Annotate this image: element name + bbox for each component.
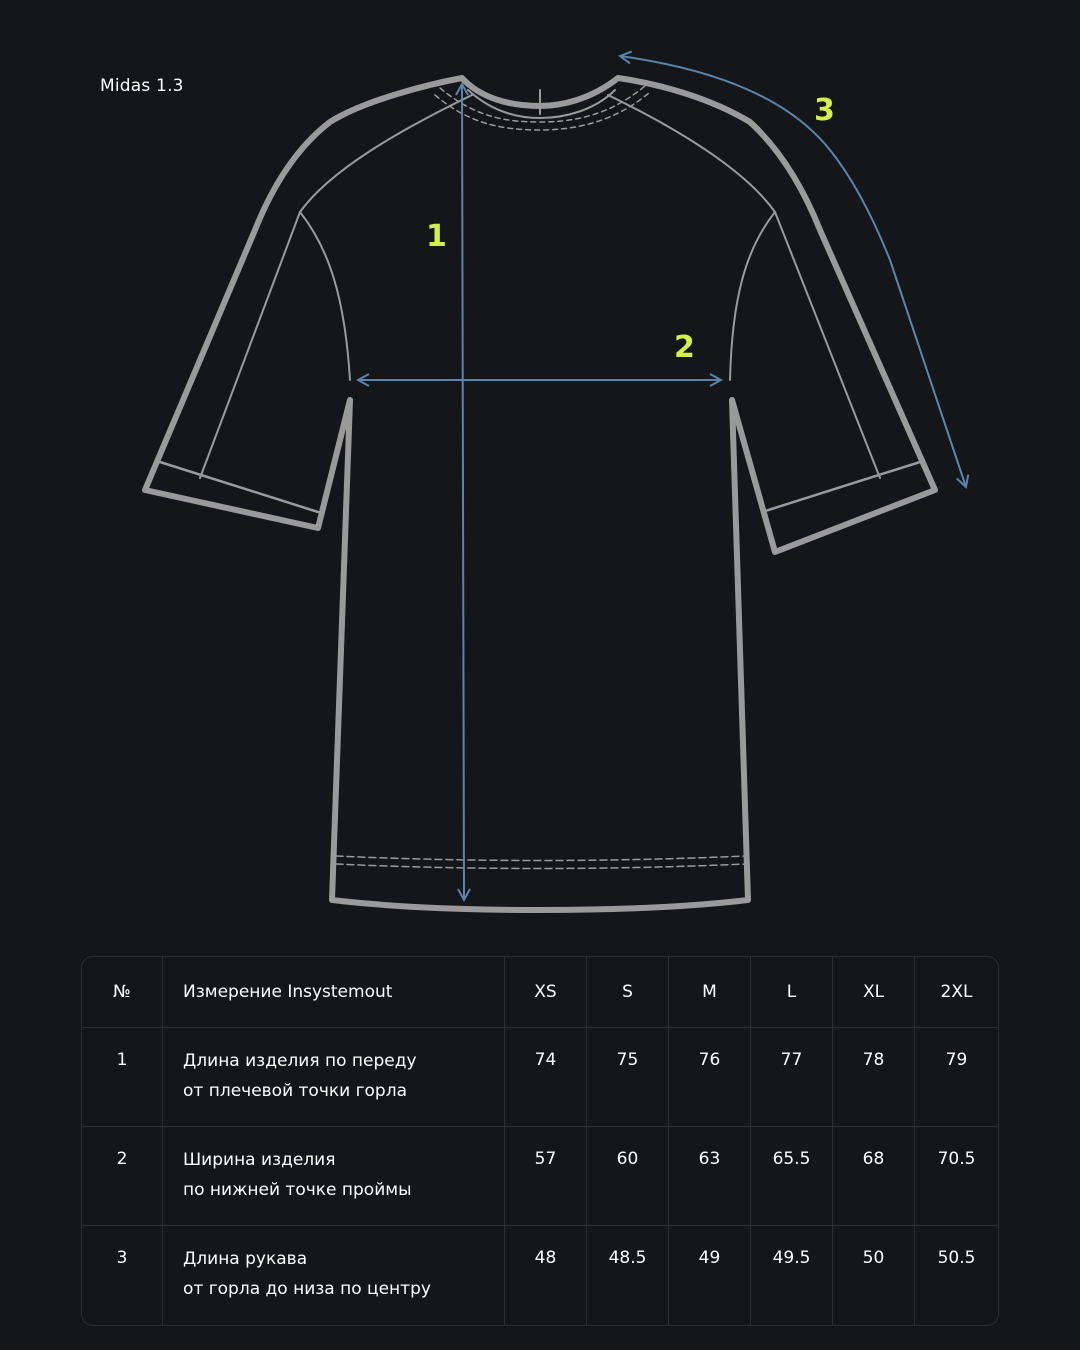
row-value: 60 (587, 1127, 669, 1226)
row-measurement-line2: по нижней точке проймы (183, 1180, 412, 1200)
row-value: 78 (833, 1028, 915, 1127)
left-armhole-seam (300, 212, 350, 380)
row-value: 50 (833, 1226, 915, 1325)
left-cuff-line (160, 462, 318, 512)
table-row (82, 1028, 998, 1127)
table-header-row (82, 957, 998, 1028)
measurement-label-1: 1 (426, 219, 447, 254)
table-row (82, 1226, 998, 1325)
header-measurement: Измерение Insystemout (163, 957, 505, 1028)
row-number: 1 (82, 1028, 163, 1127)
row-value: 57 (505, 1127, 587, 1226)
row-value: 79 (915, 1028, 998, 1127)
left-sleeve-fold (200, 212, 300, 478)
table-row (82, 1127, 998, 1226)
row-value: 75 (587, 1028, 669, 1127)
row-value: 68 (833, 1127, 915, 1226)
row-measurement-line1: Длина изделия по переду (183, 1051, 417, 1071)
row-measurement-line2: от плечевой точки горла (183, 1081, 407, 1101)
sleeve-arrow (620, 56, 966, 487)
row-value: 63 (669, 1127, 751, 1226)
row-value: 76 (669, 1028, 751, 1127)
row-value: 49.5 (751, 1226, 833, 1325)
header-size-m: M (669, 957, 751, 1028)
right-raglan-seam (608, 95, 775, 212)
row-value: 65.5 (751, 1127, 833, 1226)
row-measurement (163, 1028, 505, 1127)
length-arrow (462, 84, 464, 900)
header-number: № (82, 957, 163, 1028)
row-value: 77 (751, 1028, 833, 1127)
right-armhole-seam (730, 212, 775, 380)
left-raglan-seam (300, 95, 472, 212)
row-number: 2 (82, 1127, 163, 1226)
row-number: 3 (82, 1226, 163, 1325)
row-measurement-line2: от горла до низа по центру (183, 1279, 431, 1299)
header-size-l: L (751, 957, 833, 1028)
row-measurement-line1: Ширина изделия (183, 1150, 336, 1170)
row-value: 74 (505, 1028, 587, 1127)
hem-stitch-line-2 (336, 864, 745, 869)
header-size-xs: XS (505, 957, 587, 1028)
model-name: Midas 1.3 (100, 76, 184, 96)
measurement-arrows (358, 56, 966, 900)
measurement-labels (426, 93, 835, 365)
measurement-label-2: 2 (674, 330, 695, 365)
hem-stitch-line (336, 856, 745, 861)
row-value: 70.5 (915, 1127, 998, 1226)
row-measurement (163, 1127, 505, 1226)
header-size-s: S (587, 957, 669, 1028)
row-value: 48.5 (587, 1226, 669, 1325)
header-size-xl: XL (833, 957, 915, 1028)
measurement-label-3: 3 (814, 93, 835, 128)
row-value: 48 (505, 1226, 587, 1325)
tshirt-outline (145, 78, 935, 910)
row-value: 49 (669, 1226, 751, 1325)
size-chart-table (81, 956, 999, 1326)
header-size-2xl: 2XL (915, 957, 998, 1028)
row-measurement-line1: Длина рукава (183, 1249, 308, 1269)
row-value: 50.5 (937, 1248, 976, 1268)
row-measurement (163, 1226, 505, 1325)
